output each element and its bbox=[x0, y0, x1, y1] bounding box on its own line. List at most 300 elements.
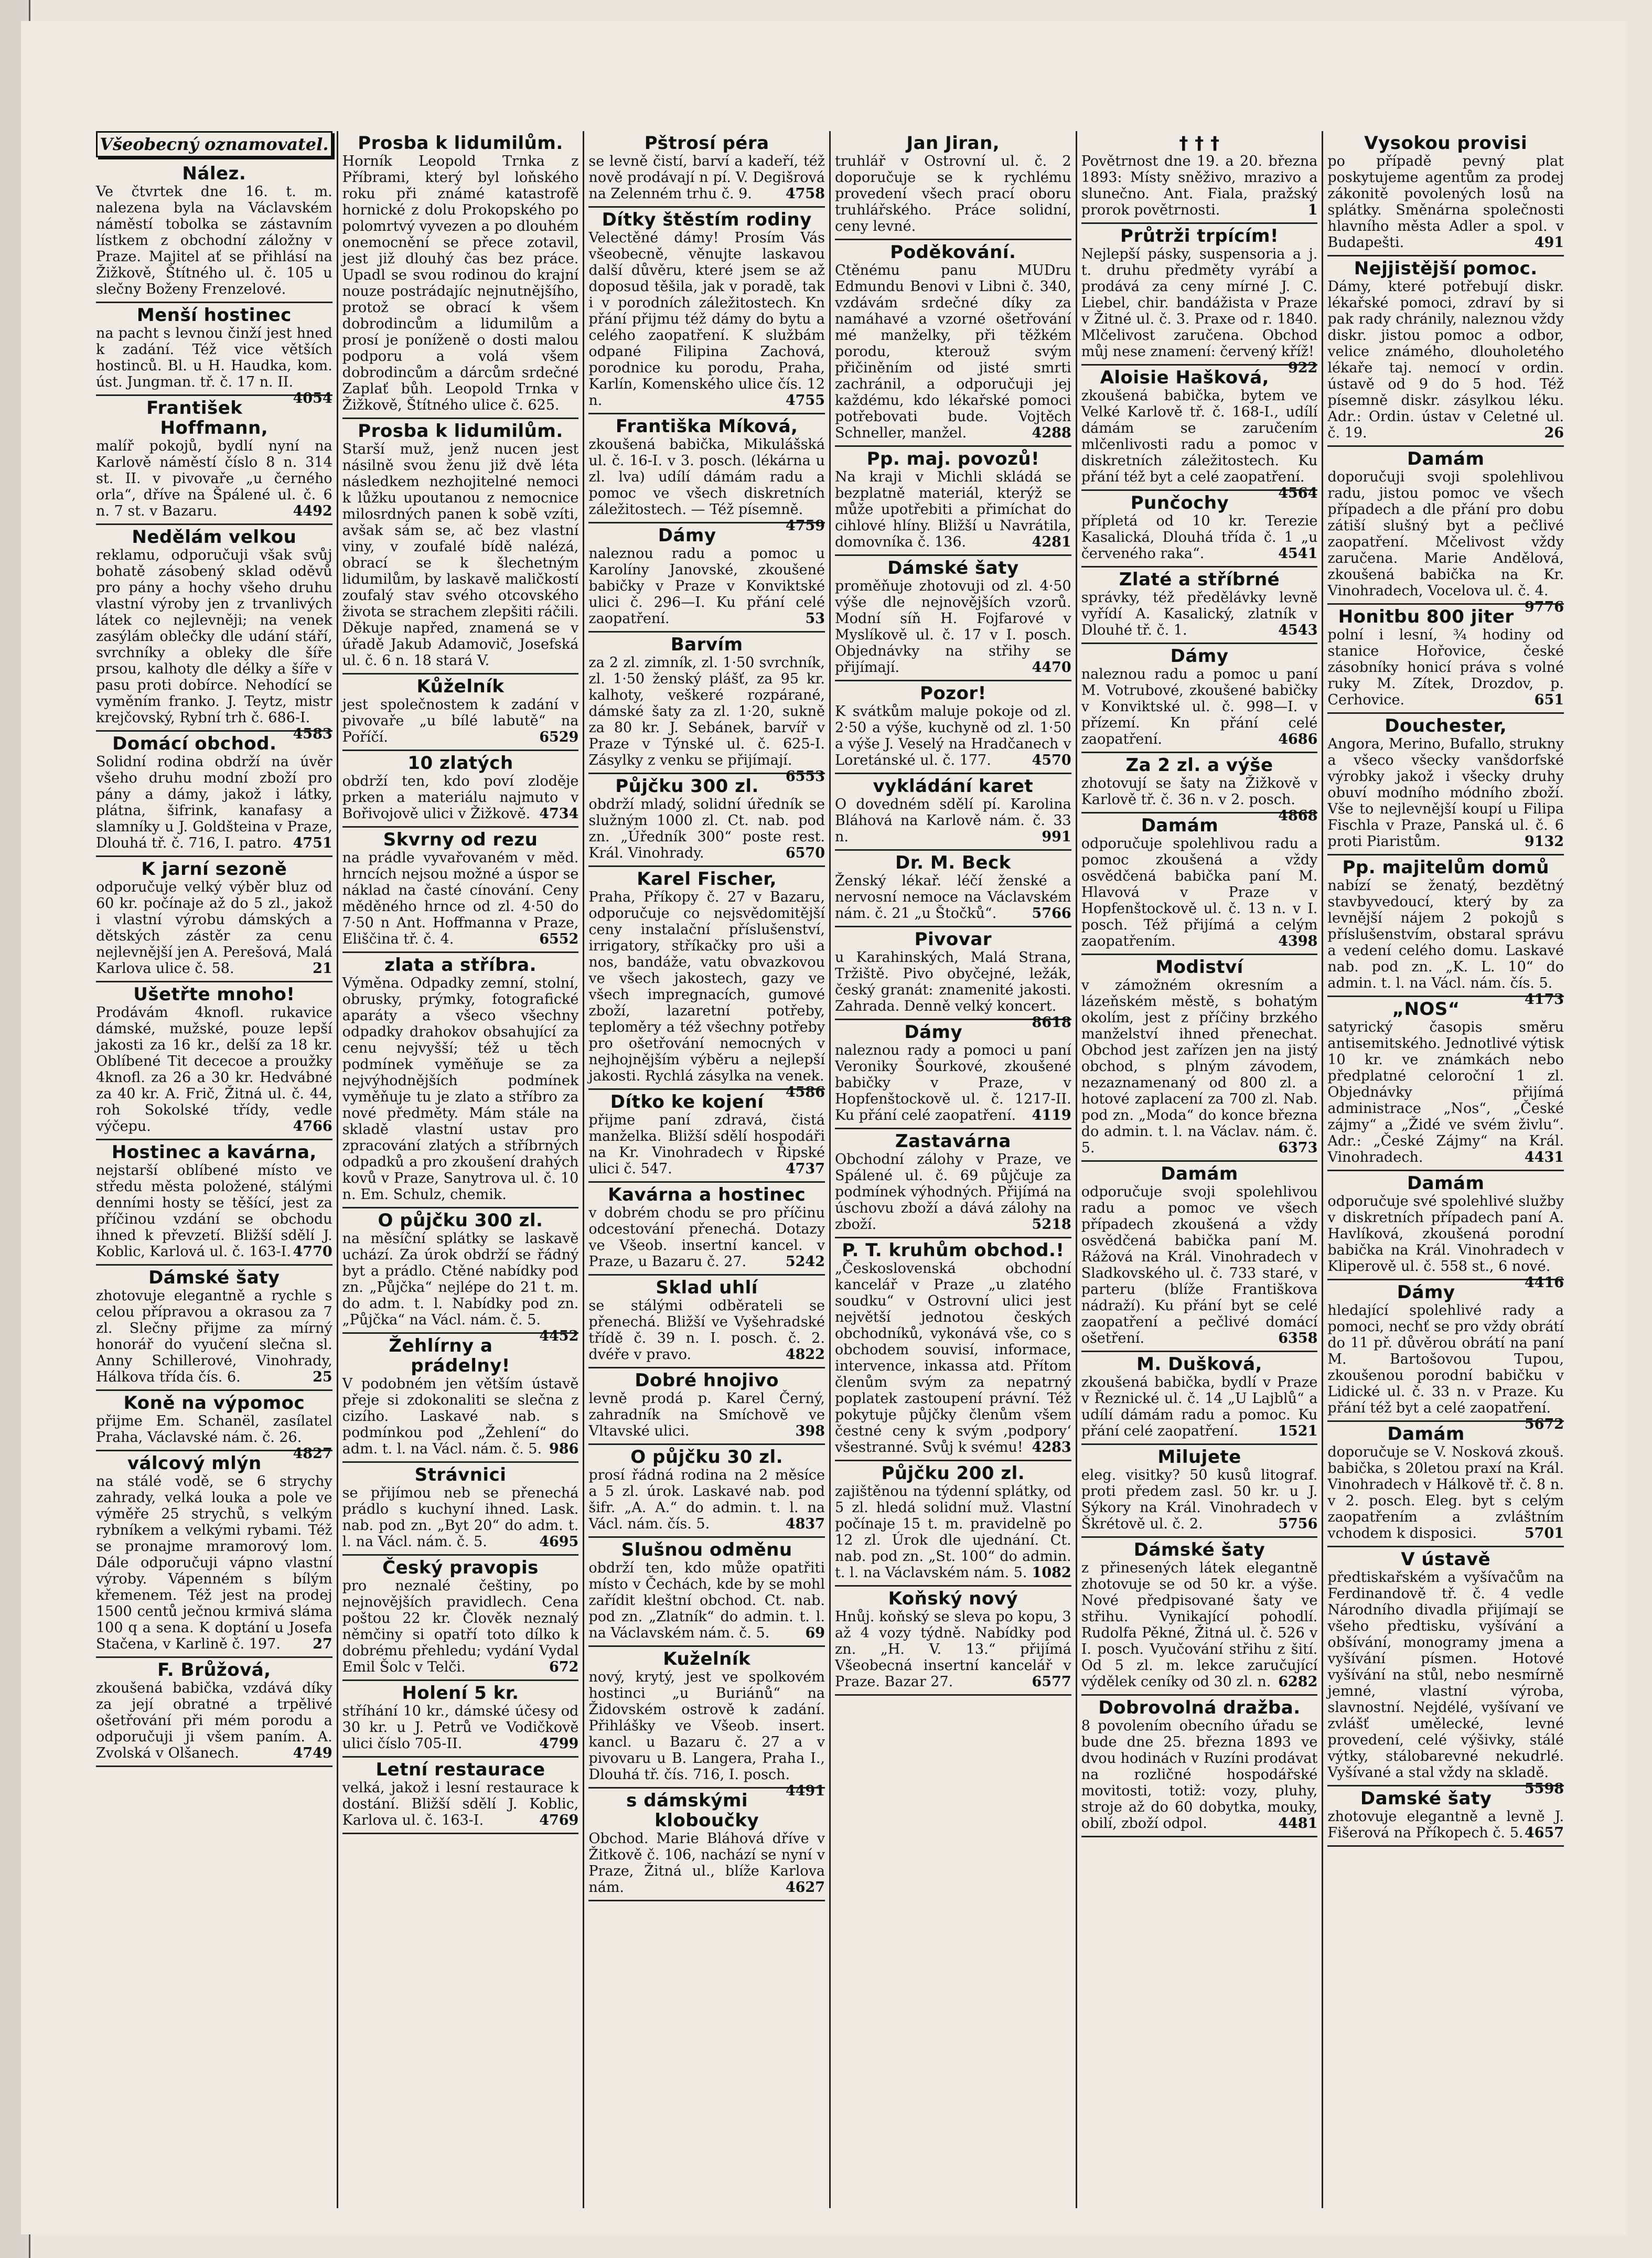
ad-heading: Pozor! bbox=[920, 683, 986, 704]
ad-heading: Milujete bbox=[1157, 1447, 1241, 1468]
ad-body: reklamu, odporučuji však svůj bohatě zásobený sklad oděvů pro pány a hochy všeho druhu vlastní výroby jen z trvanlivých látek co nejlevněji; na venek zasýlám oblečky dle udání stáří, svrchníky a obleky dle šíře prsou, kalhoty dle délky a šíře v pasu proti dobírce. Nehodící se vyměním franko. J. Teytz, mistr krejčovský, Rybní trh č. 686-I. bbox=[96, 547, 332, 726]
classified-ad bbox=[835, 447, 1071, 556]
ad-number: 6282 bbox=[1278, 1674, 1318, 1690]
ad-number: 4695 bbox=[539, 1534, 579, 1550]
classified-ad bbox=[835, 851, 1071, 927]
ad-column-2 bbox=[337, 131, 583, 2208]
ad-heading: Kavárna a hostinec bbox=[608, 1184, 806, 1205]
ad-body: velká, jakož i lesní restaurace k dostání. Bližší sdělí J. Koblic, Karlova ul. č. 163-I. bbox=[342, 1780, 579, 1828]
ad-heading: Za 2 zl. a výše bbox=[1125, 755, 1273, 776]
ad-body: se přijímou neb se přenechá prádlo s kuchyní ihned. Lask. nab. pod zn. „Byt 20“ do adm. t. l. na Václ. nám. č. 5. bbox=[342, 1485, 579, 1550]
ad-number: 5672 bbox=[1524, 1416, 1564, 1432]
ad-number: 6529 bbox=[539, 729, 579, 745]
classified-ad bbox=[835, 681, 1071, 774]
ad-number: 4822 bbox=[785, 1346, 825, 1363]
ad-number: 5598 bbox=[1524, 1781, 1564, 1797]
ad-heading: vykládání karet bbox=[873, 776, 1034, 797]
classified-ad bbox=[342, 1681, 579, 1758]
ad-body: stříhání 10 kr., dámské účesy od 30 kr. u J. Petrů ve Vodičkově ulici číslo 705-II. bbox=[342, 1703, 579, 1752]
section-header: Všeobecný oznamovatel. bbox=[96, 131, 332, 157]
ad-heading: Půjčku 200 zl. bbox=[881, 1463, 1025, 1484]
classified-ad bbox=[835, 240, 1071, 447]
ad-body: O dovedném sdělí pí. Karolina Bláhová na Karlově nám. č. 33 n. bbox=[835, 796, 1071, 845]
classified-ad bbox=[342, 1208, 579, 1344]
ad-number: 5766 bbox=[1032, 905, 1071, 922]
ad-number: 4492 bbox=[293, 503, 332, 519]
ad-body: Povětrnost dne 19. a 20. března 1893: Místy sněživo, mrazivo a slunečno. Ant. Fiala, pražský prorok povětrnosti. bbox=[1081, 153, 1318, 218]
ad-text bbox=[96, 1004, 332, 1135]
ad-body: na měsíční splátky se laskavě uchází. Za úrok obdrží se řádný byt a prádlo. Ctěné nabídky pod zn. „Půjčka“ nejlépe do 21 t. m. do adm. t. l. Nabídky pod zn. „Půjčka“ na Václ. nám. č. 5. bbox=[342, 1230, 579, 1328]
ad-number: 5756 bbox=[1278, 1516, 1318, 1532]
classified-ad bbox=[1081, 1445, 1318, 1538]
ad-heading: O půjčku 300 zl. bbox=[378, 1210, 543, 1231]
ad-text bbox=[1327, 1444, 1564, 1542]
classified-ad bbox=[342, 1758, 579, 1834]
ad-heading: Damám bbox=[1161, 1163, 1238, 1184]
ad-body: naleznou radu a pomoc u Karolíny Janovské, zkoušené babičky v Praze v Konviktské ulici č. 296—I. Ku přání celé zaopatření. bbox=[588, 545, 825, 627]
ad-heading: Dobrovolná dražba. bbox=[1098, 1697, 1301, 1718]
ad-text bbox=[588, 153, 825, 202]
ad-body: Obchod. Marie Bláhová dříve v Žitkově č. 106, nachází se nyní v Praze, Žitná ul., blíže Karlova nám. bbox=[588, 1831, 825, 1896]
ad-body: po případě pevný plat poskytujeme agentům za prodej zákonitě povolených losů na splátky. Směnárna společnosti hlavního města Adler a spol. v Budapešti. bbox=[1327, 153, 1564, 251]
ad-text bbox=[588, 545, 825, 627]
ad-body: Nejlepší pásky, suspensoria a j. t. druhu předměty vyrábí a prodává za ceny mírné J. C. Liebel, chir. bandážista v Praze v Žitné ul. č. 3. Praxe od r. 1840. Mlčelivost zaručena. Obchod můj nese znamení: červený kříž! bbox=[1081, 246, 1318, 360]
ad-body: Ženský lékař. léčí ženské a nervosní nemoce na Václavském nám. č. 21 „u Štočků“. bbox=[835, 873, 1071, 922]
ad-number: 4766 bbox=[293, 1118, 332, 1135]
ad-text bbox=[588, 1467, 825, 1532]
ad-heading: O půjčku 30 zl. bbox=[630, 1447, 784, 1468]
ad-heading: Slušnou odměnu bbox=[621, 1539, 792, 1560]
ad-body: zhotovuje elegantně a rychle s celou přípravou a okrasou za 7 zl. Slečny přijme za mírný honorář do vyučení slečna sl. Anny Schillerové, Vinohrady, Hálkova třída čís. 6. bbox=[96, 1288, 332, 1385]
ad-heading: zlata a stříbra. bbox=[384, 955, 537, 976]
ad-number: 53 bbox=[805, 611, 825, 627]
classified-ad bbox=[588, 1647, 825, 1799]
ad-body: se stálými odběrateli se přenechá. Bližší ve Vyšehradské třídě č. 39 n. I. posch. č. 2. dvéře v pravo. bbox=[588, 1298, 825, 1363]
classified-ad bbox=[1081, 568, 1318, 644]
ad-number: 5218 bbox=[1032, 1216, 1071, 1233]
ad-body: „Československá obchodní kancelář v Praze „u zlatého soudku“ v Ostrovní ulici jest největší jednotou českých obchodníků, vykonává vše, co s obchodem souvisí, informace, intervence, inkassa atd. Přítom členům svým za nepatrný poplatek zastoupení právní. Též pokytuje půjčky členům všem čestné ceny k svým ‚podpory‘ všestranné. Svůj k svému! bbox=[835, 1260, 1071, 1456]
classified-ad bbox=[835, 1238, 1071, 1461]
ad-heading: Karel Fischer, bbox=[637, 869, 777, 890]
ad-number: 4173 bbox=[1524, 991, 1564, 1008]
classified-ad bbox=[1327, 605, 1564, 714]
classified-ad bbox=[1081, 1352, 1318, 1445]
ad-heading: † † † bbox=[1179, 133, 1220, 154]
ad-text bbox=[1081, 1374, 1318, 1439]
ad-body: K svátkům maluje pokoje od zl. 2·50 a výše, kuchyně od zl. 1·50 a výše J. Veselý na Hradčanech v Loretánské ul. č. 177. bbox=[835, 703, 1071, 768]
ad-heading: F. Brůžová, bbox=[157, 1660, 271, 1681]
ad-heading: Pivovar bbox=[914, 929, 992, 950]
classified-ad bbox=[588, 1368, 825, 1445]
ad-number: 4416 bbox=[1524, 1275, 1564, 1291]
ad-text bbox=[96, 184, 332, 297]
ad-number: 4627 bbox=[785, 1879, 825, 1896]
ad-text bbox=[96, 1162, 332, 1260]
ad-number: 4734 bbox=[539, 806, 579, 822]
ad-number: 6373 bbox=[1278, 1140, 1318, 1156]
ad-number: 922 bbox=[1288, 360, 1318, 376]
ad-text bbox=[1081, 1560, 1318, 1690]
ad-number: 4737 bbox=[785, 1161, 825, 1177]
ad-body: zhotovuje elegantně a levně J. Fišerová na Příkopech č. 5. bbox=[1327, 1808, 1564, 1841]
ad-text bbox=[342, 1485, 579, 1550]
ad-heading: Honitbu 800 jiter bbox=[1338, 606, 1514, 627]
ad-number: 4570 bbox=[1032, 752, 1071, 768]
ad-text bbox=[96, 754, 332, 851]
ad-number: 6553 bbox=[785, 768, 825, 785]
ad-body: na prádle vyvařovaném v měd. hrncích nejsou možné a úspor se náklad na časté cínování. Ceny měděného hrnce od zl. 4·50 do 7·50 n Ant. Hoffmanna v Praze, Eliščina tř. č. 4. bbox=[342, 850, 579, 947]
ad-heading: Dámy bbox=[1397, 1282, 1455, 1303]
ad-number: 9776 bbox=[1524, 599, 1564, 615]
ad-body: nejstarší oblíbené místo ve středu města položené, stálými denními hosty se těšící, jest za příčinou vzdání se obchodu ihned k převzetí. Bližší sdělí J. Koblic, Karlová ul. č. 163-I. bbox=[96, 1162, 332, 1260]
ad-text bbox=[96, 438, 332, 519]
ad-heading: Poděkování. bbox=[890, 242, 1016, 263]
ad-text bbox=[588, 1205, 825, 1270]
ad-heading: Damám bbox=[1407, 1173, 1485, 1194]
ad-body: správky, též předělávky levně vyřídí A. Kasalický, zlatník v Dlouhé tř. č. 1. bbox=[1081, 590, 1318, 638]
classified-ad bbox=[342, 419, 579, 675]
ad-body: obdrží ten, kdo poví zloděje prken a materiálu najmuto v Bořivojově ulici v Žižkově. bbox=[342, 773, 579, 822]
ad-body: odporučuje svoji spolehlivou radu a pomoc ve všech případech zkoušená a vždy osvědčená babička paní M. Rážová na Král. Vinohradech v Sladkovského ul. č. 733 staré, v parteru (blíže Františkova nádraží). Ku přání byt se celé zaopatření a pečlivé domácí ošetření. bbox=[1081, 1184, 1318, 1346]
ad-body: V podobném jen větším ústavě přeje si zdokonaliti se slečna z cizího. Laskavé nab. s podmínkou pod „Žehlení“ do adm. t. l. na Václ. nám. č. 5. bbox=[342, 1376, 579, 1457]
ad-heading: Zastavárna bbox=[895, 1131, 1011, 1152]
classified-ad bbox=[588, 131, 825, 208]
ad-body: polní i lesní, ¾ hodiny od stanice Hořovice, české zásobníky honicí práva s volné ruky M. Zítek, Drozdov, p. Cerhovice. bbox=[1327, 627, 1564, 708]
classified-ad bbox=[1081, 1538, 1318, 1696]
ad-number: 8618 bbox=[1032, 1014, 1071, 1031]
ad-body: doporučuji svoji spolehlivou radu, jistou pomoc ve všech případech a dle přání pro dobu zátiší slušný byt a pečlivé zaopatření. Mčelivost vždy zaručena. Marie Andělová, zkoušená babička na Kr. Vinohradech, Vocelova ul. č. 4. bbox=[1327, 469, 1564, 599]
ad-number: 4759 bbox=[785, 518, 825, 534]
ad-body: zkoušená babička, bydlí v Praze v Řeznické ul. č. 14 „U Lajblů“ a udílí dámám radu a pomoc. Ku přání celé zaopatření. bbox=[1081, 1374, 1318, 1439]
ad-number: 4543 bbox=[1278, 622, 1318, 638]
ad-number: 4749 bbox=[293, 1745, 332, 1761]
ad-body: Prodávám 4knofl. rukavice dámské, mužské, pouze lepší jakosti za 16 kr., delší za 18 kr. Oblíbené Tit dececoe a proužky 4knofl. za 26 a 30 kr. Hedvábné za 40 kr. A. Frič, Žitná ul. č. 44, roh Sokolské třídy, vedle výčepu. bbox=[96, 1004, 332, 1135]
ad-number: 5701 bbox=[1524, 1525, 1564, 1542]
ad-text bbox=[1081, 1184, 1318, 1346]
ad-number: 991 bbox=[1042, 829, 1071, 845]
ad-text bbox=[1081, 153, 1318, 218]
ad-body: v dobrém chodu se pro příčinu odcestování přenechá. Dotazy ve Všeob. insertní kancel. v Praze, u Bazaru č. 27. bbox=[588, 1205, 825, 1270]
ad-body: Velectěné dámy! Prosím Vás všeobecně, věnujte laskavou další důvěru, které jsem se až doposud těšila, jak v poradě, tak i v porodních záležitostech. Kn přání přijmu též dámy do bytu a celého zaopatření. K službám odpané Filipina Zachová, porodnice ku porodu, Praha, Karlín, Komenského ulice čís. 12 n. bbox=[588, 230, 825, 409]
ad-body: nabízí se ženatý, bezdětný stavbyvedoucí, který by za levnější nájem 2 pokojů s příslušenstvím, obstaral správu a vedení celého domu. Laskavé nab. pod zn. „K. L. 10“ do admin. t. l. na Václ. nám. čís. 5. bbox=[1327, 877, 1564, 991]
ad-text bbox=[835, 873, 1071, 922]
ad-body: zkoušená babička, vzdává díky za její obratné a trpělivé ošetřování při mém porodu a odporučuji ji všem paním. A. Zvolská v Olšanech. bbox=[96, 1680, 332, 1761]
ad-text bbox=[1081, 1718, 1318, 1832]
ad-number: 4564 bbox=[1278, 485, 1318, 501]
ad-text bbox=[1327, 469, 1564, 615]
ad-text bbox=[588, 436, 825, 534]
ad-heading: Douchester, bbox=[1385, 715, 1507, 736]
classified-ad bbox=[1327, 997, 1564, 1171]
ad-text bbox=[96, 547, 332, 742]
ad-column-6 bbox=[1322, 131, 1568, 2208]
ad-heading: Punčochy bbox=[1130, 493, 1229, 513]
ad-heading: Žehlírny a prádelny! bbox=[389, 1335, 510, 1376]
ad-text bbox=[835, 703, 1071, 768]
ad-body: z přinesených látek elegantně zhotovuje se od 50 kr. a výše. Nové předpisované šaty ve střihu. Vynikající pohodlí. Rudolfa Pěkné, Žitná ul. č. 526 v I. posch. Vyučování střihu z šití. Od 5 zl. m. lekce zaručující výdělek ceníky od 30 zl. n. bbox=[1081, 1560, 1318, 1690]
classified-ad bbox=[588, 208, 825, 414]
ad-heading: Ušetřte mnoho! bbox=[133, 984, 295, 1005]
ad-text bbox=[835, 1483, 1071, 1581]
ad-body: Obchodní zálohy v Praze, ve Spálené ul. č. 69 půjčuje za podmínek výhodných. Přijímá na úschovu zboží a dává zálohy na zboží. bbox=[835, 1151, 1071, 1233]
ad-number: 4288 bbox=[1032, 425, 1071, 441]
classified-ad bbox=[342, 751, 579, 828]
ad-text bbox=[1327, 627, 1564, 708]
classified-ad bbox=[1327, 714, 1564, 855]
ad-heading: Dámské šaty bbox=[1133, 1539, 1265, 1560]
ad-heading: Domácí obchod. bbox=[112, 733, 277, 754]
ad-text bbox=[342, 1230, 579, 1344]
ad-number: 491 bbox=[1534, 234, 1564, 251]
ad-number: 4657 bbox=[1524, 1825, 1564, 1841]
classified-ad bbox=[342, 1556, 579, 1681]
classified-ad bbox=[1327, 256, 1564, 447]
classified-ad bbox=[1081, 955, 1318, 1162]
ad-text bbox=[1081, 590, 1318, 638]
ad-text bbox=[1327, 279, 1564, 441]
ad-number: 672 bbox=[549, 1659, 579, 1675]
ad-body: za 2 zl. zimník, zl. 1·50 svrchník, zl. 1·50 ženský plášť, za 95 kr. kalhoty, veškeré rozpárané, dámské šaty za zl. 1·20, sukně za 80 kr. J. Sebánek, barvíř v Praze v Týnské ul. č. 625-I. Zásylky z venku se přijímají. bbox=[588, 655, 825, 768]
ad-heading: Pštrosí péra bbox=[644, 133, 769, 154]
classified-ad bbox=[342, 675, 579, 751]
ad-body: naleznou radu a pomoc u paní M. Votrubové, zkoušené babičky v Konviktské ul. č. 998—I. v přízemí. Kn přání celé zaopatření. bbox=[1081, 666, 1318, 747]
ad-heading: Menší hostinec bbox=[136, 305, 292, 326]
classified-ad bbox=[588, 1090, 825, 1183]
ad-number: 4770 bbox=[293, 1244, 332, 1260]
ad-body: se levně čistí, barví a kadeří, též nově prodávají n pí. V. Degišrová na Zelenném trhu č. 9. bbox=[588, 153, 825, 202]
classified-ad bbox=[1081, 131, 1318, 224]
ad-text bbox=[342, 1578, 579, 1675]
ad-body: doporučuje se V. Nosková zkouš. babička, s 20letou praxí na Král. Vinohradech v Hálkově tř. č. 8 n. v 2. posch. Eleg. byt s celým zaopatřením a zvláštním vchodem k disposici. bbox=[1327, 1444, 1564, 1542]
ad-heading: Dítky štěstím rodiny bbox=[602, 209, 812, 230]
classified-ad bbox=[96, 1391, 332, 1462]
classified-ad bbox=[96, 1658, 332, 1767]
ad-text bbox=[342, 773, 579, 822]
ad-body: Ve čtvrtek dne 16. t. m. nalezena byla na Václavském náměstí tobolka se zástavním lístkem z obchodní záložny v Praze. Majitel ať se přihlásí na Žižkově, Štítného ul. č. 105 u slečny Boženy Frenzelové. bbox=[96, 184, 332, 297]
ad-heading: Půjčku 300 zl. bbox=[615, 776, 759, 797]
ad-body: Horník Leopold Trnka z Příbrami, který byl loňského roku při známé katastrofě hornické z dolu Prokopského po polomrtvý vyvezen a po dlouhém onemocnění se přece zotavil, jest již dlouhý čas bez práce. Upadl se svou rodinou do krajní nouze postrádajíc nejnutnějšího, protož se obrací k všem dobrodincům a lidumilům a prosí je poníženě o dosti malou podporu a volá všem dobrodincům a dárcům srdečné Zaplať bůh. Leopold Trnka v Žižkově, Štítného ulice č. 625. bbox=[342, 153, 579, 413]
ad-body: eleg. visitky? 50 kusů litograf. proti předem zasl. 50 kr. u J. Sýkory na Král. Vinohradech v Škrétově ul. č. 2. bbox=[1081, 1467, 1318, 1532]
ad-body: zhotovují se šaty na Žižkově v Karlově tř. č. 36 n. v 2. posch. bbox=[1081, 775, 1318, 808]
ad-text bbox=[835, 578, 1071, 676]
classified-ad bbox=[96, 1140, 332, 1266]
ad-heading: Prosba k lidumilům. bbox=[358, 421, 563, 442]
ad-number: 4769 bbox=[539, 1812, 579, 1828]
ad-text bbox=[96, 1473, 332, 1652]
ad-text bbox=[1327, 1193, 1564, 1291]
ad-number: 4281 bbox=[1032, 534, 1071, 550]
classified-ad bbox=[1327, 131, 1564, 256]
classified-ad bbox=[96, 396, 332, 525]
ad-heading: Dámské šaty bbox=[887, 558, 1019, 579]
classified-ad bbox=[1327, 855, 1564, 1008]
ad-number: 4541 bbox=[1278, 545, 1318, 562]
classified-ad bbox=[1081, 753, 1318, 824]
ad-body: nový, krytý, jest ve spolkovém hostinci „u Buriánů“ na Židovském ostrově k zadání. Přihlášky ve Všeob. insert. kancl. u Bazaru č. 27 a v pivovaru u B. Langera, Praha I., Dlouhá tř. čís. 716, I. posch. bbox=[588, 1669, 825, 1783]
ad-heading: V ústavě bbox=[1401, 1549, 1491, 1570]
ad-body: Hnůj. koňský se sleva po kopu, 3 až 4 vozy týdně. Nabídky pod zn. „H. V. 13.“ přijímá Všeobecná insertní kancelář v Praze. Bazar 27. bbox=[835, 1609, 1071, 1690]
ad-heading: Damám bbox=[1387, 1424, 1465, 1444]
ad-number: 4799 bbox=[539, 1736, 579, 1752]
ad-text bbox=[835, 1260, 1071, 1456]
ad-number: 4398 bbox=[1278, 933, 1318, 949]
classified-ad bbox=[588, 633, 825, 785]
classified-ad bbox=[588, 414, 825, 534]
ad-number: 1 bbox=[1307, 202, 1318, 218]
ad-text bbox=[342, 153, 579, 413]
ad-number: 4837 bbox=[785, 1516, 825, 1532]
ad-heading: Nález. bbox=[182, 163, 246, 184]
ad-heading: Nedělám velkou bbox=[132, 527, 297, 548]
ad-text bbox=[588, 1390, 825, 1439]
ad-body: přijme Em. Schanël, zasílatel Praha, Václavské nám. č. 26. bbox=[96, 1413, 332, 1446]
ad-heading: Nejjistější pomoc. bbox=[1354, 258, 1538, 279]
classified-ad bbox=[96, 982, 332, 1140]
classified-ad bbox=[342, 828, 579, 953]
ad-number: 69 bbox=[805, 1625, 825, 1641]
ad-heading: s dámskými kloboučky bbox=[626, 1790, 759, 1831]
ad-body: zkoušená babička, bytem ve Velké Karlově tř. č. 168-I., udílí dámám se zaručením mlčenlivosti radu a pomoc v diskretních záležitostech. Ku přání též byt a celé zaopatření. bbox=[1081, 388, 1318, 485]
ad-heading: Skvrny od rezu bbox=[383, 829, 538, 850]
ad-number: 398 bbox=[795, 1423, 825, 1439]
classified-ad bbox=[342, 1334, 579, 1463]
ad-heading: Zlaté a stříbrné bbox=[1119, 569, 1280, 590]
ad-heading: Damám bbox=[1407, 448, 1485, 469]
ad-text bbox=[588, 1112, 825, 1177]
ad-body: malíř pokojů, bydlí nyní na Karlově náměstí číslo 8 n. 314 st. II. v pivovaře „u černého orla“, dříve na Špálené ul. č. 6 n. 7 st. v Bazaru. bbox=[96, 438, 332, 519]
ad-number: 4481 bbox=[1278, 1815, 1318, 1832]
ad-heading: P. T. kruhům obchod.! bbox=[842, 1240, 1065, 1261]
ad-body: na pacht s levnou činží jest hned k zadání. Též vice větších hostinců. Bl. u H. Haudka, kom. úst. Jungman. tř. č. 17 n. II. bbox=[96, 325, 332, 390]
ad-heading: Damám bbox=[1141, 815, 1219, 836]
ad-body: levně prodá p. Karel Černý, zahradník na Smíchově ve Vltavské ulici. bbox=[588, 1390, 825, 1439]
ad-heading: Prosba k lidumilům. bbox=[358, 133, 563, 154]
ad-number: 6358 bbox=[1278, 1330, 1318, 1346]
ad-body: u Karahinských, Malá Strana, Tržiště. Pivo obyčejné, ležák, český granát: znamenité jakosti. Zahrada. Denně velký koncert. bbox=[835, 949, 1071, 1014]
ad-text bbox=[588, 889, 825, 1100]
ad-text bbox=[588, 1298, 825, 1363]
ad-number: 4868 bbox=[1278, 808, 1318, 824]
classified-ad bbox=[1327, 1547, 1564, 1797]
classified-ad bbox=[588, 1445, 825, 1538]
classified-ad bbox=[1327, 1422, 1564, 1547]
classified-ad bbox=[835, 1587, 1071, 1696]
ad-text bbox=[835, 1042, 1071, 1123]
classified-ad bbox=[1081, 814, 1318, 955]
ad-heading: K jarní sezoně bbox=[141, 859, 287, 880]
ad-text bbox=[96, 879, 332, 977]
ad-heading: Pp. majitelům domů bbox=[1342, 857, 1549, 878]
classified-ad bbox=[588, 1538, 825, 1647]
ad-body: satyrický časopis směru antisemitského. Jednotlivé výtisk 10 kr. ve známkách nebo předplatné celoroční 1 zl. Objednávky přijímá administrace „Nos“, „České zájmy“ a „Židé ve svém živlu“. Adr.: „České Zájmy“ na Král. Vinohradech. bbox=[1327, 1019, 1564, 1165]
ad-text bbox=[588, 1560, 825, 1641]
ad-number: 4491 bbox=[785, 1783, 825, 1799]
ad-text bbox=[588, 1831, 825, 1896]
classified-ad bbox=[1081, 644, 1318, 753]
classified-ad bbox=[835, 1020, 1071, 1129]
ad-text bbox=[342, 975, 579, 1203]
ad-body: proměňuje zhotovuji od zl. 4·50 výše dle nejnovějších vzorů. Modní síň H. Fojfarové v Myslíkově ul. č. 17 v I. posch. Objednávky na střihy se přijímají. bbox=[835, 578, 1071, 676]
classified-ad bbox=[835, 774, 1071, 851]
ad-body: odporučuje velký výběr bluz od 60 kr. počínaje až do 5 zl., jakož i vlastní výrobu dámských a dětských zástěr za cenu nejlevnější jen A. Perešová, Malá Karlova ulice č. 58. bbox=[96, 879, 332, 977]
ad-text bbox=[835, 1151, 1071, 1233]
ad-column-4 bbox=[829, 131, 1076, 2208]
ad-heading: Kuželník bbox=[663, 1649, 751, 1670]
ad-heading: Dítko ke kojení bbox=[610, 1091, 764, 1112]
ad-text bbox=[835, 469, 1071, 550]
ad-heading: Koně na výpomoc bbox=[123, 1393, 305, 1414]
ad-number: 4583 bbox=[293, 726, 332, 742]
ad-number: 6570 bbox=[785, 845, 825, 861]
ad-text bbox=[1081, 246, 1318, 376]
ad-heading: Barvím bbox=[670, 634, 743, 655]
classified-ad bbox=[588, 867, 825, 1100]
ad-text bbox=[1081, 666, 1318, 747]
classified-ad bbox=[835, 1461, 1071, 1587]
ad-text bbox=[342, 441, 579, 669]
ad-body: v zámožném okresním a lázeňském městě, s bohatým okolím, jest z příčiny brzkého manželství ihned přenechat. Obchod jest zařízen jen na jistý obchod, s plným závodem, nezaznamenaný od 800 zl. a hotové zaplacení za 700 zl. Nab. pod zn. „Moda“ do konce března do admin. t. l. na Václav. nám. č. 5. bbox=[1081, 977, 1318, 1156]
ad-heading: Holení 5 kr. bbox=[402, 1683, 519, 1704]
classified-ad bbox=[588, 1789, 825, 1901]
ad-body: obdrží mladý, solidní úředník se služným 1000 zl. Ct. nab. pod zn. „Úředník 300“ poste rest. Král. Vinohrady. bbox=[588, 796, 825, 861]
ad-heading: Františka Míková, bbox=[615, 416, 798, 437]
ad-column-5 bbox=[1076, 131, 1322, 2208]
ad-heading: Kůželník bbox=[416, 676, 505, 697]
ad-text bbox=[1327, 1569, 1564, 1797]
ad-number: 4827 bbox=[293, 1446, 332, 1462]
ad-text bbox=[835, 1609, 1071, 1690]
ad-column-3 bbox=[583, 131, 829, 2208]
ad-text bbox=[588, 655, 825, 785]
ad-text bbox=[342, 697, 579, 745]
ad-text bbox=[835, 949, 1071, 1031]
ad-heading: Aloisie Hašková, bbox=[1100, 367, 1270, 388]
classified-ad bbox=[96, 1451, 332, 1658]
ad-number: 651 bbox=[1534, 692, 1564, 708]
ad-heading: Dobré hnojivo bbox=[635, 1370, 779, 1391]
classified-ad bbox=[588, 523, 825, 633]
ad-text bbox=[96, 1680, 332, 1761]
ad-text bbox=[342, 1780, 579, 1828]
classified-ad bbox=[96, 162, 332, 303]
ad-text bbox=[1081, 1467, 1318, 1532]
ad-heading: válcový mlýn bbox=[127, 1453, 262, 1474]
ad-number: 986 bbox=[549, 1441, 579, 1457]
ad-body: Angora, Merino, Bufallo, strukny a všeco všecky vanšdorfské výrobky jakož i všecky druhy obuví modního módního zboží. Vše to nejlevnější koupí u Filipa Fischla v Praze, Panská ul. č. 6 proti Piaristům. bbox=[1327, 736, 1564, 850]
ad-number: 25 bbox=[313, 1369, 332, 1385]
ad-heading: M. Dušková, bbox=[1136, 1354, 1262, 1375]
ad-heading: Damské šaty bbox=[1360, 1788, 1492, 1809]
ad-body: prosí řádná rodina na 2 měsíce a 5 zl. úrok. Laskavé nab. pod šifr. „A. A.“ do admin. t. l. na Václ. nám. čís. 5. bbox=[588, 1467, 825, 1532]
ad-heading: Dr. M. Beck bbox=[895, 852, 1011, 873]
classified-ad bbox=[96, 525, 332, 742]
classified-ad bbox=[1327, 1280, 1564, 1432]
ad-columns bbox=[92, 131, 1568, 2208]
ad-body: přípletá od 10 kr. Terezie Kasalická, Dlouhá třída č. 1 „u červeného raka“. bbox=[1081, 513, 1318, 562]
ad-number: 27 bbox=[313, 1636, 332, 1652]
ad-text bbox=[1081, 775, 1318, 824]
classified-ad bbox=[342, 953, 579, 1208]
classified-ad bbox=[1327, 447, 1564, 615]
ad-heading: Dámy bbox=[658, 525, 716, 546]
ad-text bbox=[835, 262, 1071, 441]
ad-heading: Dámy bbox=[904, 1022, 963, 1043]
ad-heading: „NOS“ bbox=[1392, 999, 1460, 1020]
ad-number: 21 bbox=[313, 960, 332, 977]
ad-heading: Český pravopis bbox=[382, 1557, 539, 1578]
ad-heading: Dámy bbox=[1170, 646, 1229, 667]
ad-text bbox=[96, 1413, 332, 1462]
